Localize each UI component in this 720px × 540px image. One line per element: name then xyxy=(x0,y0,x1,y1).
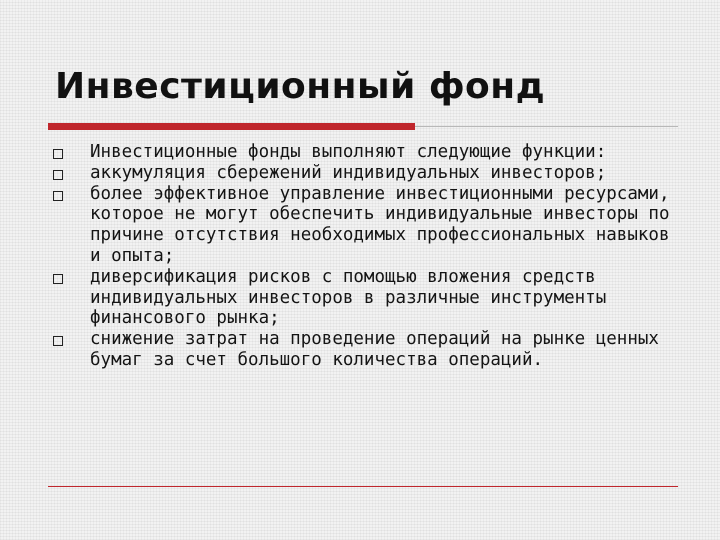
bottom-divider xyxy=(48,486,678,487)
hollow-square-bullet-icon xyxy=(53,149,63,159)
bullet-text: диверсификация рисков с помощью вложения средств индивидуальных инвесторов в различные инструменты финансового рынка; xyxy=(90,266,607,329)
bullet-item xyxy=(51,142,681,163)
bullet-list xyxy=(51,142,681,371)
hollow-square-bullet-icon xyxy=(53,170,63,180)
title-underline-red-accent xyxy=(48,123,415,130)
bullet-text: Инвестиционные фонды выполняют следующие функции: xyxy=(90,142,607,162)
bullet-item xyxy=(51,267,681,329)
hollow-square-bullet-icon xyxy=(53,191,63,201)
bullet-item xyxy=(51,163,681,184)
hollow-square-bullet-icon xyxy=(53,336,63,346)
bullet-text: более эффективное управление инвестиционными ресурсами, которое не могут обеспечить индивидуальные инвесторы по причине отсутствия необходимых профессиональных навыков и опыта; xyxy=(90,183,670,266)
bullet-text: снижение затрат на проведение операций на рынке ценных бумаг за счет большого количества операций. xyxy=(90,329,659,370)
hollow-square-bullet-icon xyxy=(53,274,63,284)
slide-title: Инвестиционный фонд xyxy=(55,66,546,107)
bullet-item xyxy=(51,329,681,371)
bullet-item xyxy=(51,184,681,267)
bullet-text: аккумуляция сбережений индивидуальных инвесторов; xyxy=(90,162,607,183)
